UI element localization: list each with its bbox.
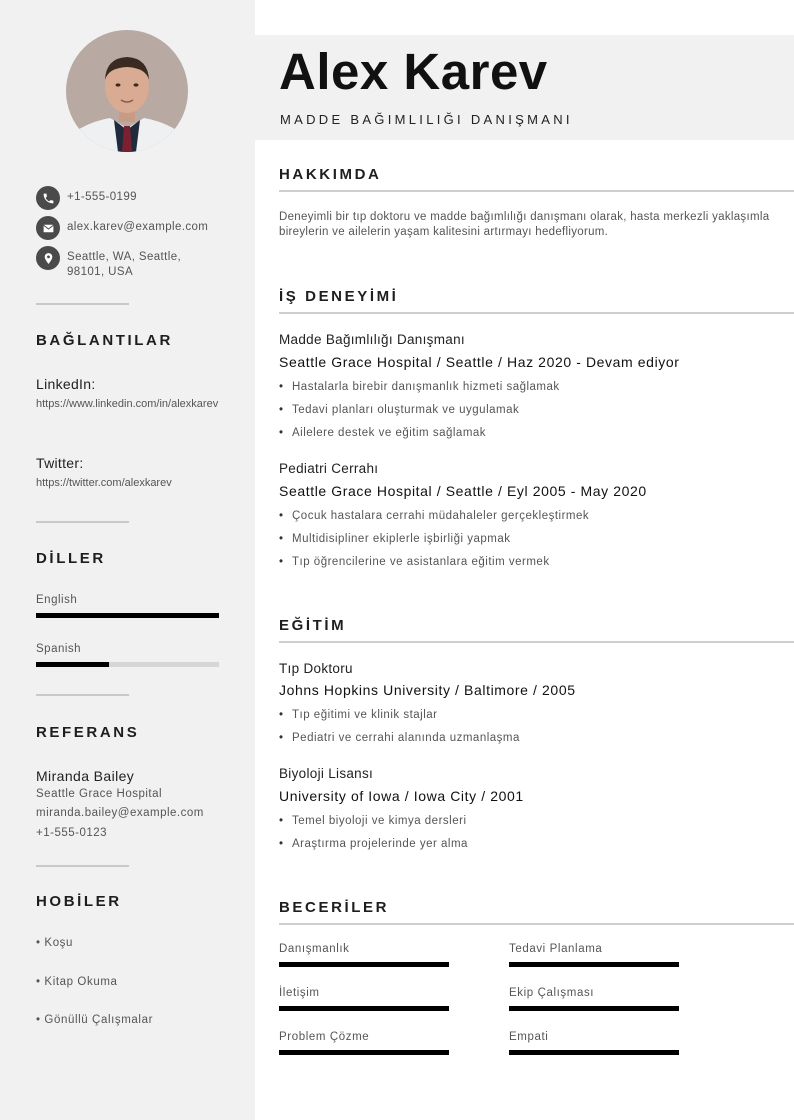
job-bullets bbox=[279, 508, 589, 577]
degree-subtitle: Johns Hopkins University / Baltimore / 2005 bbox=[279, 682, 576, 698]
twitter-label: Twitter: bbox=[36, 455, 84, 471]
list-item: • Hastalarla birebir danışmanlık hizmeti sağlamak bbox=[279, 379, 560, 402]
skill-bar bbox=[509, 1006, 679, 1011]
section-rule bbox=[279, 312, 794, 314]
divider bbox=[36, 303, 129, 305]
hobby-item: • Gönüllü Çalışmalar bbox=[36, 1014, 154, 1026]
education-heading: EĞİTİM bbox=[279, 617, 347, 634]
list-item: • Ailelere destek ve eğitim sağlamak bbox=[279, 425, 560, 448]
reference-email: miranda.bailey@example.com bbox=[36, 807, 204, 819]
linkedin-link[interactable]: https://www.linkedin.com/in/alexkarev bbox=[36, 398, 219, 410]
divider bbox=[36, 694, 129, 696]
skill-name: Danışmanlık bbox=[279, 943, 350, 955]
reference-heading: REFERANS bbox=[36, 724, 140, 741]
degree-title: Tıp Doktoru bbox=[279, 661, 353, 676]
contact-address bbox=[36, 246, 217, 280]
skill-name: Problem Çözme bbox=[279, 1031, 370, 1043]
page-title: Alex Karev bbox=[279, 43, 548, 100]
degree-subtitle: University of Iowa / Iowa City / 2001 bbox=[279, 788, 524, 804]
list-item: • Tedavi planları oluşturmak ve uygulamak bbox=[279, 402, 560, 425]
job-subtitle: Seattle Grace Hospital / Seattle / Eyl 2005 - May 2020 bbox=[279, 483, 647, 499]
language-level-fill bbox=[36, 662, 109, 667]
list-item: • Tıp eğitimi ve klinik stajlar bbox=[279, 707, 520, 730]
phone-icon bbox=[36, 186, 60, 210]
degree-bullets bbox=[279, 707, 520, 753]
language-name: Spanish bbox=[36, 643, 82, 655]
about-text: Deneyimli bir tıp doktoru ve madde bağımlılığı danışmanı olarak, hasta merkezli yaklaşımla bireylerin ve ailelerin yaşam kalitesini artırmayı hedefliyorum. bbox=[279, 211, 770, 238]
reference-name: Miranda Bailey bbox=[36, 768, 135, 784]
job-role: MADDE BAĞIMLILIĞI DANIŞMANI bbox=[280, 112, 573, 127]
job-title: Pediatri Cerrahı bbox=[279, 461, 379, 476]
languages-heading: DİLLER bbox=[36, 550, 106, 567]
section-rule bbox=[279, 923, 794, 925]
skill-name: Empati bbox=[509, 1031, 549, 1043]
email-text: alex.karev@example.com bbox=[67, 221, 209, 233]
hobby-item: • Kitap Okuma bbox=[36, 976, 118, 988]
skills-heading: BECERİLER bbox=[279, 899, 390, 916]
hobbies-heading: HOBİLER bbox=[36, 893, 122, 910]
skill-bar bbox=[279, 1006, 449, 1011]
skill-bar bbox=[279, 962, 449, 967]
hobby-item: • Koşu bbox=[36, 937, 74, 949]
divider bbox=[36, 865, 129, 867]
language-level-bar bbox=[36, 662, 219, 667]
about-heading: HAKKIMDA bbox=[279, 166, 382, 183]
list-item: • Çocuk hastalara cerrahi müdahaleler gerçekleştirmek bbox=[279, 508, 589, 531]
reference-phone: +1-555-0123 bbox=[36, 827, 108, 839]
list-item: • Araştırma projelerinde yer alma bbox=[279, 836, 468, 859]
language-level-bar bbox=[36, 613, 219, 618]
linkedin-label: LinkedIn: bbox=[36, 376, 96, 392]
list-item: • Temel biyoloji ve kimya dersleri bbox=[279, 813, 468, 836]
contact-phone bbox=[36, 186, 217, 210]
job-bullets bbox=[279, 379, 560, 448]
skill-bar bbox=[509, 1050, 679, 1055]
divider bbox=[36, 521, 129, 523]
degree-title: Biyoloji Lisansı bbox=[279, 766, 374, 781]
language-level-fill bbox=[36, 613, 219, 618]
profile-photo bbox=[66, 30, 188, 152]
skill-name: Ekip Çalışması bbox=[509, 987, 595, 999]
envelope-icon bbox=[36, 216, 60, 240]
job-title: Madde Bağımlılığı Danışmanı bbox=[279, 332, 465, 347]
section-rule bbox=[279, 641, 794, 643]
list-item: • Tıp öğrencilerine ve asistanlara eğitim vermek bbox=[279, 554, 589, 577]
list-item: • Multidisipliner ekiplerle işbirliği yapmak bbox=[279, 531, 589, 554]
section-rule bbox=[279, 190, 794, 192]
location-pin-icon bbox=[36, 246, 60, 270]
phone-text: +1-555-0199 bbox=[67, 191, 137, 203]
avatar bbox=[66, 30, 188, 152]
language-name: English bbox=[36, 594, 78, 606]
skill-bar bbox=[279, 1050, 449, 1055]
links-heading: BAĞLANTILAR bbox=[36, 332, 173, 349]
contact-email bbox=[36, 216, 217, 240]
reference-org: Seattle Grace Hospital bbox=[36, 788, 163, 800]
twitter-link[interactable]: https://twitter.com/alexkarev bbox=[36, 477, 172, 489]
degree-bullets bbox=[279, 813, 468, 859]
job-subtitle: Seattle Grace Hospital / Seattle / Haz 2020 - Devam ediyor bbox=[279, 354, 680, 370]
skill-name: Tedavi Planlama bbox=[509, 943, 603, 955]
skill-bar bbox=[509, 962, 679, 967]
skill-name: İletişim bbox=[279, 987, 320, 999]
address-text: Seattle, WA, Seattle, 98101, USA bbox=[67, 251, 182, 278]
list-item: • Pediatri ve cerrahi alanında uzmanlaşma bbox=[279, 730, 520, 753]
experience-heading: İŞ DENEYİMİ bbox=[279, 288, 399, 305]
